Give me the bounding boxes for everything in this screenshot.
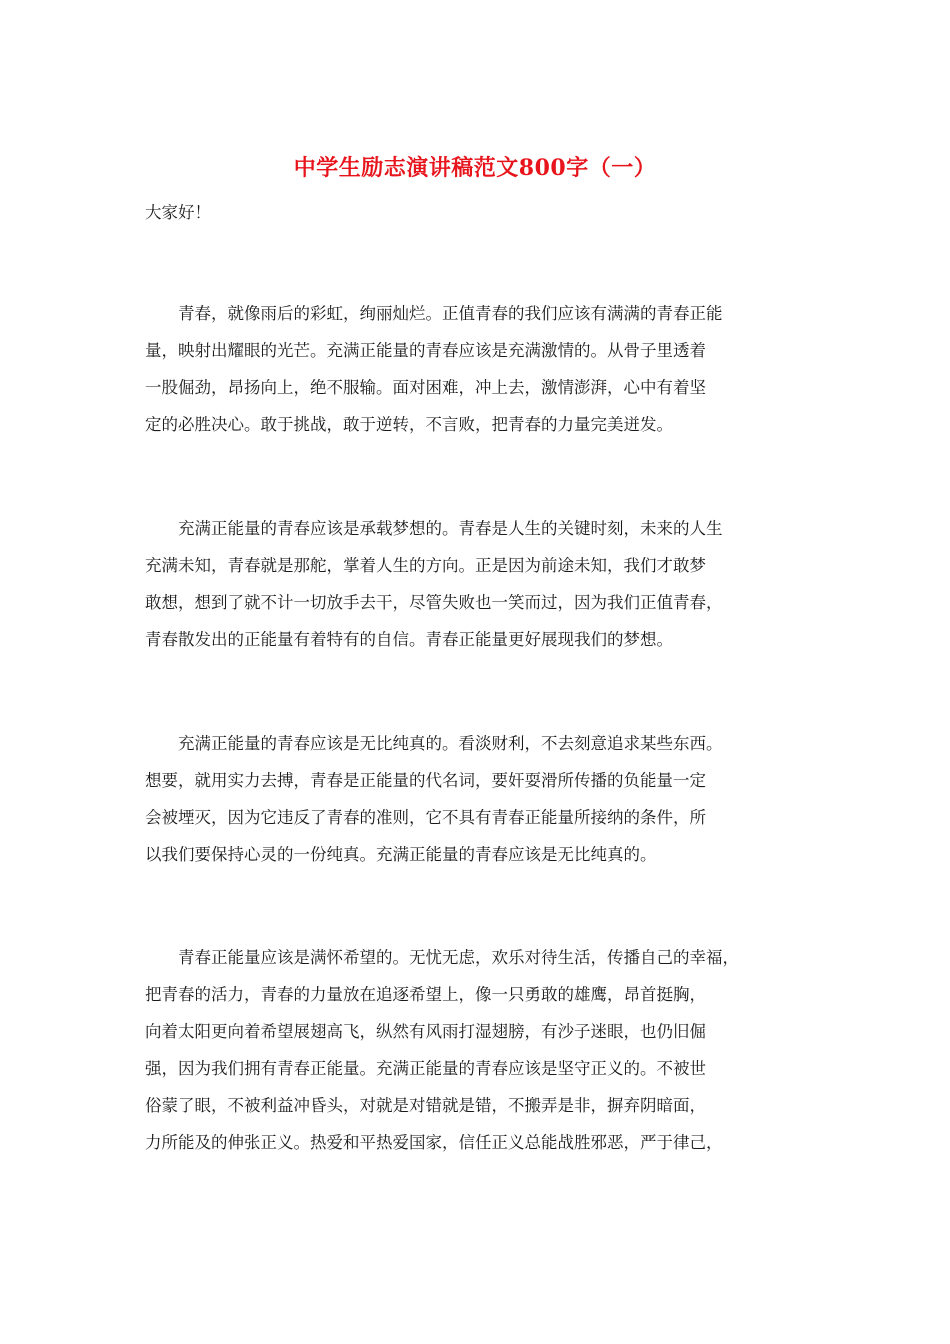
paragraph-4 [145, 945, 825, 1167]
paragraph-line: 定的必胜决心。敢于挑战，敢于逆转，不言败，把青春的力量完美迸发。 [145, 415, 673, 434]
paragraph-line: 量，映射出耀眼的光芒。充满正能量的青春应该是充满激情的。从骨子里透着 [145, 341, 706, 360]
paragraph-line: 青春散发出的正能量有着特有的自信。青春正能量更好展现我们的梦想。 [145, 630, 673, 649]
paragraph-line: 敢想，想到了就不计一切放手去干，尽管失败也一笑而过，因为我们正值青春， [145, 593, 723, 612]
paragraph-line: 强，因为我们拥有青春正能量。充满正能量的青春应该是坚守正义的。不被世 [145, 1059, 706, 1078]
paragraph-line: 会被堙灭，因为它违反了青春的准则，它不具有青春正能量所接纳的条件，所 [145, 808, 706, 827]
paragraph-line: 力所能及的伸张正义。热爱和平热爱国家，信任正义总能战胜邪恶，严于律己， [145, 1133, 723, 1152]
paragraph-line: 充满正能量的青春应该是无比纯真的。看淡财利，不去刻意追求某些东西。 [145, 734, 723, 753]
paragraph-1 [145, 301, 825, 449]
paragraph-2 [145, 516, 825, 664]
paragraph-line: 青春，就像雨后的彩虹，绚丽灿烂。正值青春的我们应该有满满的青春正能 [145, 304, 723, 323]
paragraph-line: 想要，就用实力去搏，青春是正能量的代名词，要奸耍滑所传播的负能量一定 [145, 771, 706, 790]
greeting: 大家好！ [145, 203, 211, 222]
paragraph-line: 以我们要保持心灵的一份纯真。充满正能量的青春应该是无比纯真的。 [145, 845, 657, 864]
paragraph-line: 青春正能量应该是满怀希望的。无忧无虑，欢乐对待生活，传播自己的幸福， [145, 948, 739, 967]
paragraph-line: 向着太阳更向着希望展翅高飞，纵然有风雨打湿翅膀，有沙子迷眼，也仍旧倔 [145, 1022, 706, 1041]
paragraph-line: 充满未知，青春就是那舵，掌着人生的方向。正是因为前途未知，我们才敢梦 [145, 556, 706, 575]
paragraph-line: 一股倔劲，昂扬向上，绝不服输。面对困难，冲上去，激情澎湃，心中有着坚 [145, 378, 706, 397]
paragraph-line: 充满正能量的青春应该是承载梦想的。青春是人生的关键时刻，未来的人生 [145, 519, 723, 538]
paragraph-line: 把青春的活力，青春的力量放在追逐希望上，像一只勇敢的雄鹰，昂首挺胸， [145, 985, 706, 1004]
paragraph-3 [145, 731, 825, 879]
document-title: 中学生励志演讲稿范文800字（一） [293, 155, 657, 181]
paragraph-line: 俗蒙了眼，不被利益冲昏头，对就是对错就是错，不搬弄是非，摒弃阴暗面， [145, 1096, 706, 1115]
